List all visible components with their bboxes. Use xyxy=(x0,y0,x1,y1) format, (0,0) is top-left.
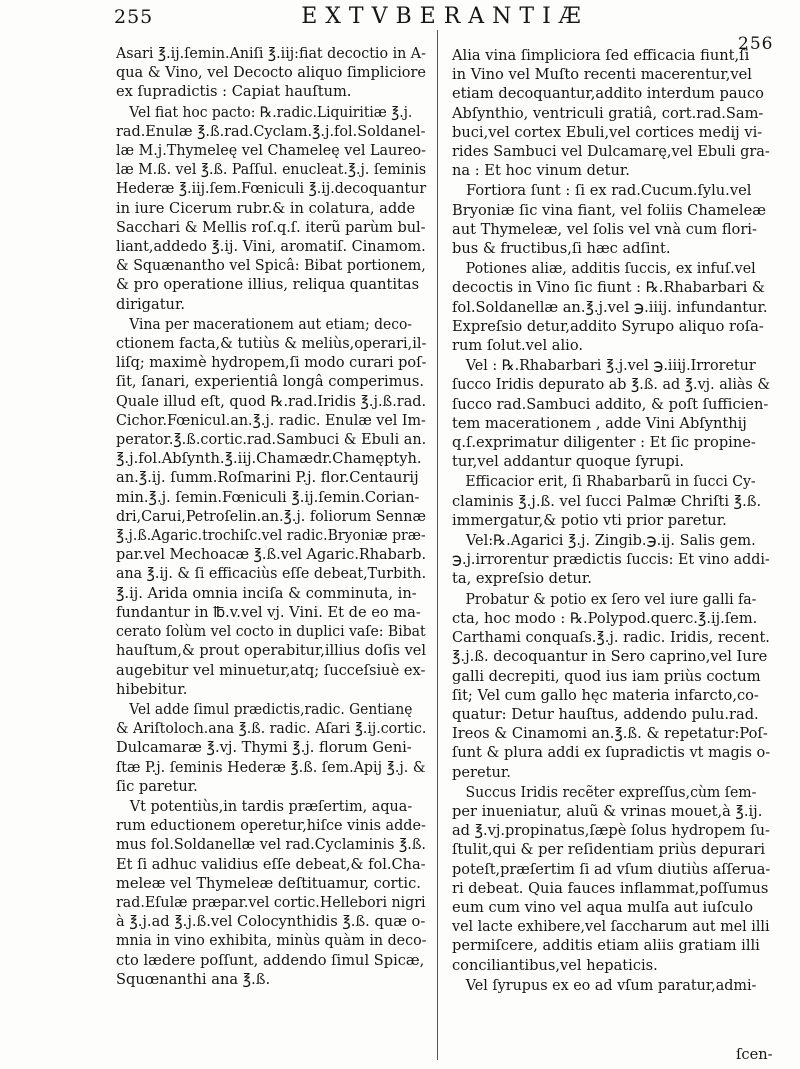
text-line: rad.Enulæ ℥.ß.rad.Cyclam.℥.j.fol.Soldanel- xyxy=(116,122,426,140)
paragraph xyxy=(116,700,426,796)
text-line: qua & Vino, vel Decocto aliquo ſimpliciore xyxy=(116,64,426,82)
text-line: Vel:℞.Agarici ℥.j. Zingib.℈.ij. Salis gem. xyxy=(465,532,756,550)
text-line: liant,addedo ℥.ij. Vini, aromatiſ. Cinamom. xyxy=(116,238,426,256)
text-line: ℥.ij. Arida omnia inciſa & comminuta, in- xyxy=(116,584,417,602)
text-line: an.℥.ij. ſumm.Roſmarini P.j. flor.Centaurij xyxy=(116,469,419,487)
text-line: fundantur in ℔.v.vel vj. Vini. Et de eo ma- xyxy=(116,603,421,621)
text-line: Vel adde ſimul prædictis,radic. Gentianę xyxy=(129,700,413,718)
paragraph xyxy=(452,472,770,530)
text-line: rides Sambuci vel Dulcamarę,vel Ebuli gra- xyxy=(452,143,770,161)
text-line: hauſtum,& prout operabitur,illius doſis vel xyxy=(116,642,426,660)
text-line: ℥.j.ß.Agaric.trochiſc.vel radic.Bryoniæ præ- xyxy=(116,527,426,545)
text-line: ℥.j.fol.Abſynth.℥.iij.Chamædr.Chamęptyh. xyxy=(116,450,422,468)
column-divider xyxy=(437,30,438,1060)
text-line: ana ℥.ij. & ſi efficaciùs eſſe debeat,Turbith. xyxy=(116,565,427,583)
text-line: decoctis in Vino ſic fiunt : ℞.Rhabarbari & xyxy=(452,279,765,297)
text-line: rum ſolut.vel alio. xyxy=(452,337,584,355)
paragraph xyxy=(116,315,426,699)
paragraph xyxy=(116,103,426,314)
text-line: etiam decoquantur,addito interdum pauco xyxy=(452,85,764,103)
paragraph xyxy=(452,531,770,589)
text-line: Vel ſyrupus ex eo ad vſum paratur,admi- xyxy=(465,976,757,994)
text-line: meleæ vel Thymeleæ deſtituamur, cortic. xyxy=(116,874,421,892)
text-line: rad.Eſulæ præpar.vel cortic.Hellebori nigri xyxy=(116,893,426,911)
text-line: vel lacte exhibere,vel ſaccharum aut mel illi xyxy=(452,918,770,936)
text-line: ctionem facta,& tutiùs & meliùs,operari,il- xyxy=(116,335,427,353)
text-line: augebitur vel minuetur,atq; ſucceſsiuè ex- xyxy=(116,661,426,679)
text-line: ſtæ P.j. ſeminis Hederæ ℥.ß. ſem.Apij ℥.j. & xyxy=(116,758,426,776)
text-line: liſq; maximè hydropem,ſi modo curari poſ- xyxy=(116,354,427,372)
left-column xyxy=(116,44,426,990)
paragraph xyxy=(116,44,426,102)
text-line: poteſt,præſertim ſi ad vſum diutiùs aſſerua- xyxy=(452,860,771,878)
text-line: ℈.j.irrorentur prædictis ſuccis: Et vino addi- xyxy=(452,551,770,569)
text-line: Expreſsio detur,addito Syrupo aliquo roſa- xyxy=(452,317,764,335)
right-column xyxy=(452,46,770,996)
text-line: eum cum vino vel aqua mulſa aut iuſculo xyxy=(452,898,754,916)
text-line: Efficacior erit, ſi Rhabarbarũ in ſucci Cy- xyxy=(465,473,756,491)
text-line: in iure Cicerum rubr.& in colatura, adde xyxy=(116,199,416,217)
paragraph xyxy=(452,46,770,180)
text-line: Quale illud eſt, quod ℞.rad.Iridis ℥.j.ß.rad. xyxy=(116,392,427,410)
text-line: & Squænantho vel Spicâ: Bibat portionem, xyxy=(116,257,426,275)
text-line: q.ſ.exprimatur diligenter : Et ſic propine- xyxy=(452,434,756,452)
text-line: Vt potentiùs,in tardis præſertim, aqua- xyxy=(129,797,413,815)
text-line: Alia vina ſimpliciora ſed efficacia fiunt,ſi xyxy=(452,47,750,64)
page-number-left: 255 xyxy=(114,6,154,28)
text-line: per inueniatur, aluũ & vrinas mouet,à ℥.ij. xyxy=(452,802,763,820)
text-line: bus & fructibus,ſi hæc adſint. xyxy=(452,240,671,258)
text-line: ℥.j.ß. decoquantur in Sero caprino,vel Iure xyxy=(452,648,768,666)
text-line: ſit; Vel cum gallo hęc materia infarcto,co- xyxy=(452,686,759,704)
text-line: Vina per macerationem aut etiam; deco- xyxy=(129,315,412,333)
text-line: ſucco rad.Sambuci addito, & poſt ſufficien- xyxy=(452,395,769,413)
paragraph xyxy=(452,783,770,975)
paragraph xyxy=(452,259,770,355)
text-line: Fortiora ſunt : ſi ex rad.Cucum.ſylu.vel xyxy=(466,182,752,200)
text-line: Dulcamaræ ℥.vj. Thymi ℥.j. florum Geni- xyxy=(116,739,412,757)
text-line: claminis ℥.j.ß. vel ſucci Palmæ Chriſti ℥.ß. xyxy=(452,492,762,510)
text-line: ta, expreſsio detur. xyxy=(452,570,592,588)
text-line: ri debeat. Quia fauces inflammat,poſſumus xyxy=(452,879,769,897)
paragraph xyxy=(452,976,770,995)
text-line: quatur: Detur hauſtus, addendo pulu.rad. xyxy=(452,705,759,723)
text-line: immergatur,& potio vti prior paretur. xyxy=(452,511,727,529)
catchword: ſcen- xyxy=(736,1046,773,1063)
text-line: min.℥.j. ſemin.Fœniculi ℥.ij.ſemin.Corian- xyxy=(116,488,420,506)
text-line: ſic paretur. xyxy=(116,777,198,795)
text-line: Succus Iridis recẽter expreſſus,cùm ſem- xyxy=(465,783,757,801)
paragraph xyxy=(452,356,770,471)
text-line: aut Thymeleæ, vel ſolis vel vnà cum flori- xyxy=(452,220,757,238)
text-line: Hederæ ℥.iij.ſem.Fœniculi ℥.ij.decoquantur xyxy=(116,180,427,198)
text-line: Vel : ℞.Rhabarbari ℥.j.vel ℈.iiij.Irroretur xyxy=(465,357,756,375)
text-line: læ M.ß. vel ℥.ß. Paſſul. enucleat.℥.j. ſeminis xyxy=(116,161,427,179)
text-line: fol.Soldanellæ an.℥.j.vel ℈.iiij. infundantur. xyxy=(452,298,768,316)
text-line: dirigatur. xyxy=(116,295,185,313)
text-line: Sacchari & Mellis roſ.q.ſ. iterũ parùm bul- xyxy=(116,218,426,236)
text-line: mus fol.Soldanellæ vel rad.Cyclaminis ℥.ß. xyxy=(116,836,427,854)
text-line: Vel fiat hoc pacto: ℞.radic.Liquiritiæ ℥.j. xyxy=(129,103,413,121)
text-line: rum eductionem operetur,hiſce vinis adde- xyxy=(116,817,426,835)
text-line: hibebitur. xyxy=(116,680,188,698)
text-line: Ireos & Cinamomi an.℥.ß. & repetatur:Poſ- xyxy=(452,725,768,743)
text-line: ex ſupradictis : Capiat hauſtum. xyxy=(116,83,352,101)
text-line: in Vino vel Muſto recenti macerentur,vel xyxy=(452,66,752,84)
text-line: cto lædere poſſunt, addendo ſimul Spicæ, xyxy=(116,951,425,969)
text-line: galli decrepiti, quod ius iam priùs coctum xyxy=(452,667,761,685)
text-line: peretur. xyxy=(452,763,511,781)
text-line: ad ℥.vj.propinatus,ſæpè ſolus hydropem ſu- xyxy=(452,822,770,840)
text-line: & Ariſtoloch.ana ℥.ß. radic. Aſari ℥.ij.cortic. xyxy=(116,720,427,738)
text-line: par.vel Mechoacæ ℥.ß.vel Agaric.Rhabarb. xyxy=(116,546,427,564)
text-line: Carthami conquaſs.℥.j. radic. Iridis, recent. xyxy=(452,629,770,647)
text-line: læ M.j.Thymeleę vel Chameleę vel Laureo- xyxy=(116,142,427,160)
text-line: Potiones aliæ, additis ſuccis, ex infuſ.vel xyxy=(465,260,756,278)
text-line: perator.℥.ß.cortic.rad.Sambuci & Ebuli an. xyxy=(116,431,427,449)
text-line: & pro operatione illius, reliqua quantitas xyxy=(116,276,420,294)
text-line: buci,vel cortex Ebuli,vel cortices medij vi- xyxy=(452,123,763,141)
page-number-right: 256 xyxy=(738,34,774,54)
text-line: cerato ſolùm vel cocto in duplici vaſe: Bibat xyxy=(116,623,426,641)
text-line: permiſcere, additis etiam aliis gratiam illi xyxy=(452,937,760,955)
text-line: Bryoniæ ſic vina fiant, vel foliis Chameleæ xyxy=(452,201,766,219)
text-line: Probatur & potio ex ſero vel iure galli fa- xyxy=(465,590,757,608)
text-line: mnia in vino exhibita, minùs quàm in deco- xyxy=(116,932,427,950)
text-line: Abſynthio, ventriculi gratiâ, cort.rad.Sam- xyxy=(452,104,764,122)
text-line: Cichor.Fœnicul.an.℥.j. radic. Enulæ vel Im- xyxy=(116,411,426,429)
text-line: na : Et hoc vinum detur. xyxy=(452,162,630,180)
text-line: tem macerationem , adde Vini Abſynthij xyxy=(452,414,747,432)
text-line: ſunt & plura addi ex ſupradictis vt magis o- xyxy=(452,744,771,762)
text-line: tur,vel addantur quoque ſyrupi. xyxy=(452,453,685,471)
paragraph xyxy=(452,181,770,258)
text-line: ſit, ſanari, experientiâ longâ comperimus. xyxy=(116,373,425,391)
paragraph xyxy=(452,590,770,782)
text-line: dri,Carui,Petroſelin.an.℥.j. foliorum Sennæ xyxy=(116,507,426,525)
text-line: Squœnanthi ana ℥.ß. xyxy=(116,970,271,988)
paragraph xyxy=(116,797,426,989)
running-title: EXTVBERANTIÆ xyxy=(301,4,589,29)
text-line: ſtulit,qui & per reſidentiam priùs depurari xyxy=(452,841,766,859)
text-line: ſucco Iridis depurato ab ℥.ß. ad ℥.vj. aliàs & xyxy=(452,376,771,394)
text-line: cta, hoc modo : ℞.Polypod.querc.℥.ij.ſem. xyxy=(452,609,758,627)
text-line: Et ſi adhuc validius eſſe debeat,& fol.Cha- xyxy=(116,855,426,873)
text-line: Asari ℥.ij.ſemin.Aniſi ℥.iij:fiat decoctio in A- xyxy=(116,45,426,62)
text-line: conciliantibus,vel hepaticis. xyxy=(452,956,658,974)
text-line: à ℥.j.ad ℥.j.ß.vel Colocynthidis ℥.ß. quæ o- xyxy=(116,913,426,931)
